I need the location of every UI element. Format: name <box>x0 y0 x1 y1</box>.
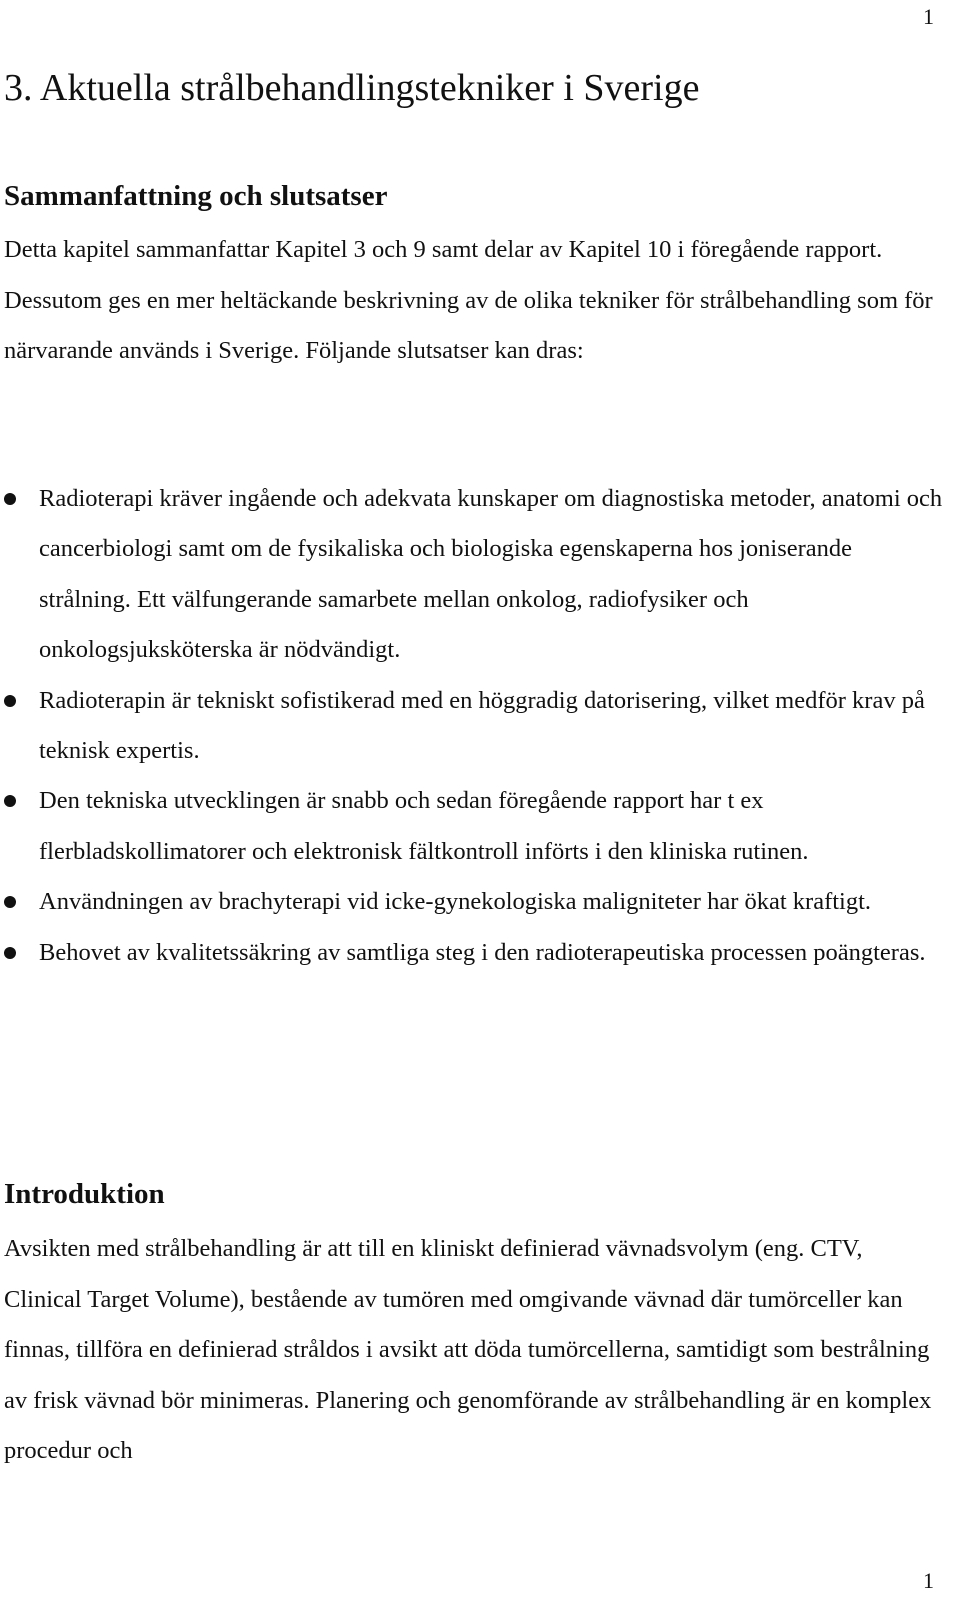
summary-paragraph: Detta kapitel sammanfattar Kapitel 3 och 9 samt delar av Kapitel 10 i föregående rapport. Dessutom ges en mer heltäckande beskrivning av de olika tekniker för strålbehandling som för närvarande används i Sverige. Följande slutsatser kan dras: <box>4 236 933 365</box>
bullet-icon <box>4 795 16 807</box>
chapter-title: 3. Aktuella strålbehandlingstekniker i Sverige <box>4 67 700 109</box>
introduction-paragraph: Avsikten med strålbehandling är att till en kliniskt definierad vävnadsvolym (eng. CTV, Clinical Target Volume), bestående av tumören med omgivande vävnad där tumörceller kan finnas, tillföra en definierad stråldos i avsikt att döda tumörcellerna, samtidigt som bestrålning av frisk vävnad bör minimeras. Planering och genomförande av strålbehandling är en komplex procedur och <box>4 1235 932 1465</box>
list-item-text: Radioterapin är tekniskt sofistikerad med en höggradig datorisering, vilket medför krav på teknisk expertis. <box>39 686 925 765</box>
list-item-text: Användningen av brachyterapi vid icke-gynekologiska maligniteter har ökat kraftigt. <box>39 888 872 916</box>
introduction-heading: Introduktion <box>4 1178 165 1210</box>
list-item <box>0 676 945 777</box>
bullet-icon <box>4 493 16 505</box>
list-item <box>0 474 945 676</box>
list-item <box>0 928 945 978</box>
list-item <box>0 776 945 877</box>
list-item-text: Radioterapi kräver ingående och adekvata kunskaper om diagnostiska metoder, anatomi och cancerbiologi samt om de fysikaliska och biologiska egenskaperna hos joniserande strålning. Ett välfungerande samarbete mellan onkolog, radiofysiker och onkologsjuksköterska är nödvändigt. <box>39 485 943 664</box>
bullet-icon <box>4 695 16 707</box>
bullet-icon <box>4 947 16 959</box>
conclusions-list <box>0 474 945 978</box>
summary-heading: Sammanfattning och slutsatser <box>4 180 388 212</box>
page-number-top: 1 <box>923 4 934 29</box>
list-item-text: Behovet av kvalitetssäkring av samtliga steg i den radioterapeutiska processen poängteras. <box>39 938 926 966</box>
bullet-icon <box>4 896 16 908</box>
list-item <box>0 877 945 927</box>
list-item-text: Den tekniska utvecklingen är snabb och sedan föregående rapport har t ex flerbladskollimatorer och elektronisk fältkontroll införts i den kliniska rutinen. <box>39 787 809 865</box>
page-number-bottom: 1 <box>923 1568 934 1593</box>
